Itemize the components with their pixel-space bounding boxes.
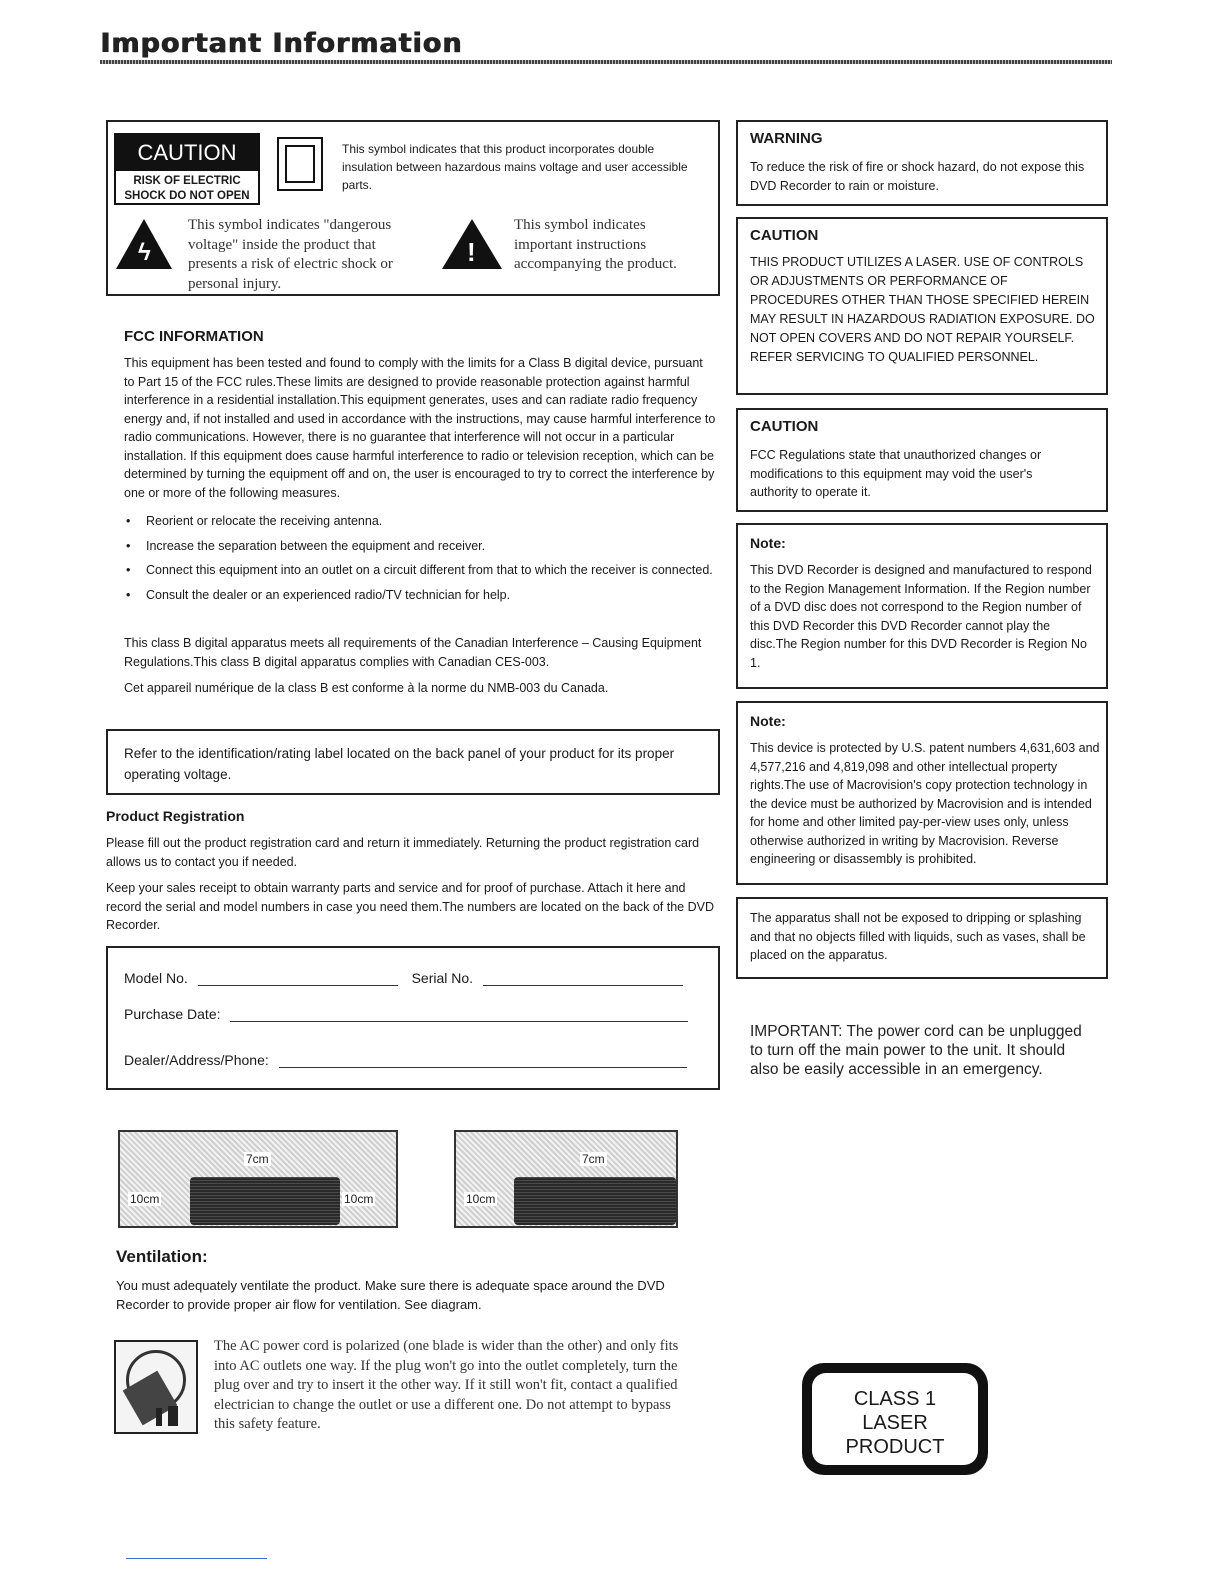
caution-label — [114, 133, 260, 205]
voltage-text: Refer to the identification/rating label located on the back panel of your product for its proper operating voltage. — [124, 746, 675, 782]
exclamation-warning-text: This symbol indicates important instructions accompanying the product. — [514, 217, 677, 272]
purchase-date-field[interactable] — [230, 1008, 688, 1022]
fcc-caution-box — [736, 408, 1108, 512]
ventilation-diagram-front — [118, 1130, 398, 1228]
caution-label-line1: RISK OF ELECTRIC — [133, 175, 241, 187]
dealer-row — [124, 1052, 704, 1068]
dealer-label: Dealer/Address/Phone: — [124, 1052, 269, 1068]
laser-badge-line2: LASER — [862, 1412, 928, 1434]
laser-badge-line1: CLASS 1 — [853, 1388, 937, 1410]
fcc-body: This equipment has been tested and found to comply with the limits for a Class B digital device, pursuant to Part 15 of the FCC rules.These limits are designed to provide reasonable protection against harmful interference in a residential installation.This equipment generates, uses and can radiate radio frequency energy and, if not installed and used in accordance with the instructions, may cause harmful interference to radio communications. However, there is no guarantee that interference will not occur in a particular installation. If this equipment does cause harmful interference to radio or television reception, which can be determined by turning the equipment off and on, the user is encouraged to try to correct the interference by one or more of the following measures. — [124, 356, 716, 500]
warning-text: To reduce the risk of fire or shock hazard, do not expose this DVD Recorder to rain or moisture. — [750, 160, 1085, 193]
ventilation-heading: Ventilation: — [116, 1247, 208, 1266]
exclamation-warning-icon: ! — [442, 219, 502, 269]
lightning-warning-icon: ϟ — [116, 219, 172, 269]
side-top-clearance-label: 7cm — [582, 1152, 605, 1166]
laser-badge-line3: PRODUCT — [845, 1436, 945, 1458]
lightning-warning-text: This symbol indicates "dangerous voltage" inside the product that presents a risk of electric shock or personal injury. — [188, 217, 393, 292]
dvd-recorder-side — [514, 1177, 676, 1225]
left-clearance-label: 10cm — [130, 1192, 160, 1206]
fcc-heading: FCC INFORMATION — [124, 328, 264, 345]
caution-label-title: CAUTION — [116, 135, 258, 171]
list-item: • Increase the separation between the equipment and receiver. — [124, 537, 716, 556]
laser-badge-inner — [812, 1373, 978, 1465]
purchase-row — [124, 1006, 704, 1022]
dripping-box — [736, 897, 1108, 979]
list-item: • Reorient or relocate the receiving antenna. — [124, 512, 716, 531]
record-form-box — [106, 946, 720, 1090]
model-field[interactable] — [198, 972, 398, 986]
polarized-text: The AC power cord is polarized (one blade is wider than the other) and only fits into AC outlets one way. If the plug won't go into the outlet completely, turn the plug over and try to insert it the other way. If it still won't fit, contact a qualified electrician to change the outlet or use a different one. Do not attempt to bypass this safety feature. — [214, 1338, 679, 1432]
laser-caution-box — [736, 217, 1108, 395]
title-divider — [100, 60, 1112, 64]
page-title: Important Information — [100, 28, 463, 59]
laser-caution-heading: CAUTION — [750, 227, 819, 244]
caution-label-line2: SHOCK DO NOT OPEN — [124, 190, 250, 202]
side-back-clearance-label: 10cm — [466, 1192, 496, 1206]
polarized-plug-icon — [114, 1340, 198, 1434]
registration-para2: Keep your sales receipt to obtain warranty parts and service and for proof of purchase. Attach it here and record the serial and model numbers in case you need them.The numbers are located on the back of the DVD Recorder. — [106, 881, 714, 932]
caution-label-text — [116, 171, 258, 204]
class1-laser-badge — [802, 1363, 988, 1475]
model-label: Model No. — [124, 970, 188, 986]
serial-label: Serial No. — [411, 970, 474, 986]
patent-note-heading: Note: — [750, 713, 786, 729]
region-note-box — [736, 523, 1108, 689]
right-clearance-label: 10cm — [344, 1192, 374, 1206]
list-item: • Consult the dealer or an experienced radio/TV technician for help. — [124, 586, 716, 605]
dealer-field[interactable] — [279, 1054, 687, 1068]
canada-compliance-fr: Cet appareil numérique de la class B est conforme à la norme du NMB-003 du Canada. — [124, 681, 609, 695]
important-notice: IMPORTANT: The power cord can be unplugged to turn off the main power to the unit. It should also be easily accessible in an emergency. — [750, 1023, 1082, 1078]
warning-box — [736, 120, 1108, 206]
footer-rule — [126, 1558, 267, 1559]
ventilation-text: You must adequately ventilate the product. Make sure there is adequate space around the DVD Recorder to provide proper air flow for ventilation. See diagram. — [116, 1278, 665, 1312]
ventilation-diagram-side — [454, 1130, 678, 1228]
registration-para1: Please fill out the product registration card and return it immediately. Returning the product registration card allows us to contact you if needed. — [106, 836, 700, 869]
double-insulation-text: This symbol indicates that this product incorporates double insulation between hazardous mains voltage and user accessible parts. — [342, 142, 688, 192]
model-serial-row — [124, 970, 704, 986]
fcc-measures-list — [124, 512, 716, 610]
fcc-caution-heading: CAUTION — [750, 418, 819, 435]
dripping-text: The apparatus shall not be exposed to dripping or splashing and that no objects filled with liquids, such as vases, shall be placed on the apparatus. — [750, 911, 1086, 962]
laser-caution-text: THIS PRODUCT UTILIZES A LASER. USE OF CONTROLS OR ADJUSTMENTS OR PERFORMANCE OF PROCEDURES OTHER THAN THOSE SPECIFIED HEREIN MAY RESULT IN HAZARDOUS RADIATION EXPOSURE. DO NOT OPEN COVERS AND DO NOT REPAIR YOURSELF. REFER SERVICING TO QUALIFIED PERSONNEL. — [750, 255, 1095, 364]
dvd-recorder-front — [190, 1177, 340, 1225]
warning-heading: WARNING — [750, 130, 823, 147]
canada-compliance-en: This class B digital apparatus meets all requirements of the Canadian Interference – Causing Equipment Regulations.This class B digital apparatus complies with Canadian CES-003. — [124, 636, 702, 669]
voltage-box — [106, 729, 720, 795]
region-note-heading: Note: — [750, 535, 786, 551]
double-insulation-icon — [277, 137, 323, 191]
fcc-caution-text: FCC Regulations state that unauthorized changes or modifications to this equipment may void the user's authority to operate it. — [750, 448, 1042, 499]
list-item: • Connect this equipment into an outlet on a circuit different from that to which the receiver is connected. — [124, 561, 716, 580]
region-note-text: This DVD Recorder is designed and manufactured to respond to the Region Management Information. If the Region number of a DVD disc does not correspond to the Region number of this DVD Recorder this DVD Recorder cannot play the disc.The Region number for this DVD Recorder is Region No 1. — [750, 563, 1092, 670]
top-clearance-label: 7cm — [246, 1152, 269, 1166]
serial-field[interactable] — [483, 972, 683, 986]
purchase-label: Purchase Date: — [124, 1006, 221, 1022]
registration-heading: Product Registration — [106, 808, 245, 824]
patent-note-text: This device is protected by U.S. patent numbers 4,631,603 and 4,577,216 and 4,819,098 and other intellectual property rights.The use of Macrovision's copy protection technology in the device must be authorized by Macrovision and is intended for home and other limited pay-per-view uses only, unless otherwise authorized in writing by Macrovision. Reverse engineering or disassembly is prohibited. — [750, 741, 1100, 866]
patent-note-box — [736, 701, 1108, 885]
